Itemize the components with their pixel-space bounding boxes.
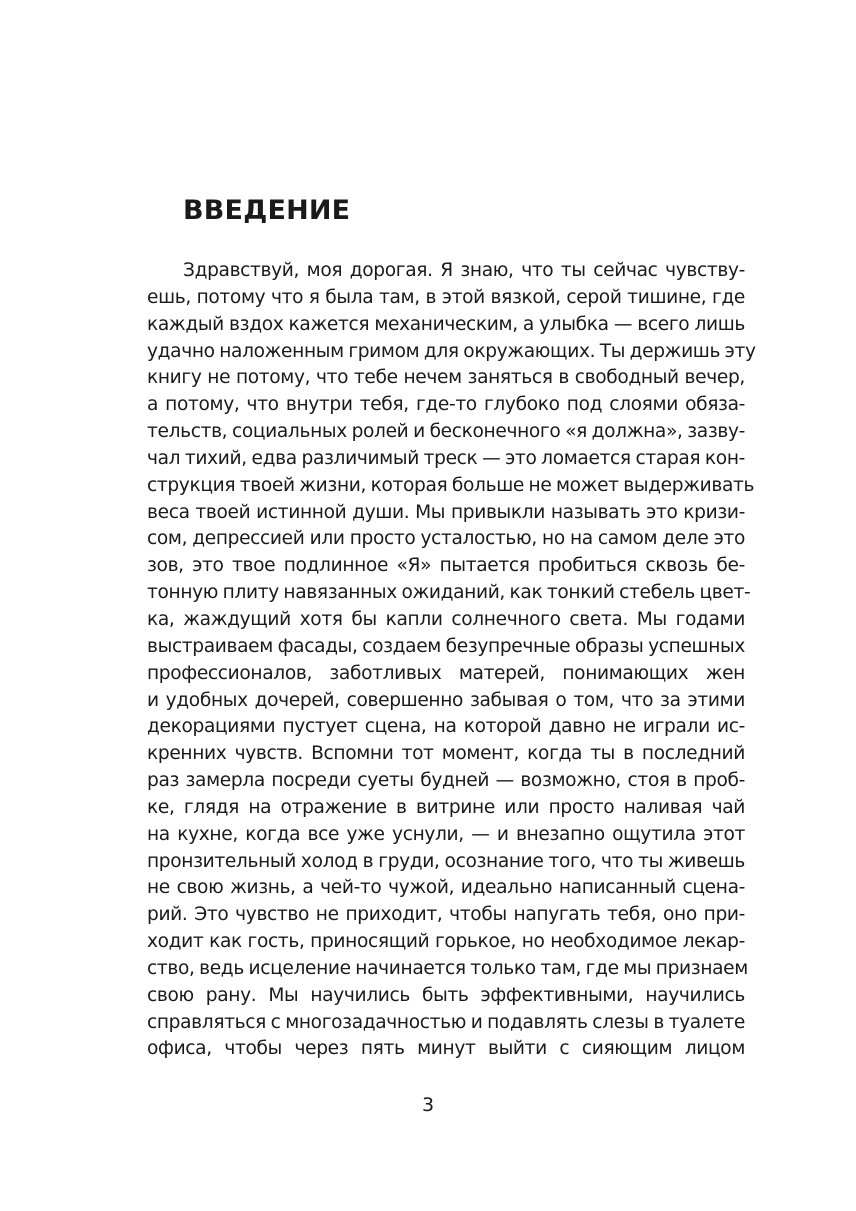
text-line: ство, ведь исцеление начинается только там, где мы признаем [147, 957, 748, 979]
text-line: рий. Это чувство не приходит, чтобы напугать тебя, оно при- [147, 904, 745, 926]
text-line: раз замерла посреди суеты будней — возможно, стоя в проб- [147, 770, 745, 792]
text-line: и удобных дочерей, совершенно забывая о том, что за этими [147, 689, 745, 711]
text-line: каждый вздох кажется механическим, а улыбка — всего лишь [147, 313, 745, 335]
text-line: профессионалов, заботливых матерей, понимающих жен [147, 662, 745, 684]
page-number: 3 [421, 1094, 435, 1116]
text-line: офиса, чтобы через пять минут выйти с сияющим лицом [147, 1038, 745, 1060]
text-line: зов, это твое подлинное «Я» пытается пробиться сквозь бе- [147, 555, 745, 577]
text-line: удачно наложенным гримом для окружающих. Ты держишь эту [147, 340, 756, 362]
text-line: декорациями пустует сцена, на которой давно не играли ис- [147, 716, 745, 738]
text-line: тельств, социальных ролей и бесконечного «я должна», зазву- [147, 421, 745, 443]
text-line: чал тихий, едва различимый треск — это ломается старая кон- [147, 447, 745, 469]
text-line: на кухне, когда все уже уснули, — и внезапно ощутила этот [147, 823, 745, 845]
text-line: веса твоей истинной души. Мы привыкли называть это кризи- [147, 501, 745, 523]
text-line: ке, глядя на отражение в витрине или просто наливая чай [147, 796, 745, 818]
text-line: свою рану. Мы научились быть эффективными, научились [147, 984, 745, 1006]
text-line: сом, депрессией или просто усталостью, но на самом деле это [147, 528, 745, 550]
text-line: струкция твоей жизни, которая больше не может выдерживать [147, 474, 755, 496]
chapter-title: ВВЕДЕНИЕ [183, 195, 351, 226]
text-line: Здравствуй, моя дорогая. Я знаю, что ты сейчас чувству- [183, 260, 745, 281]
text-line: ешь, потому что я была там, в этой вязкой, серой тишине, где [147, 286, 745, 308]
text-line: а потому, что внутри тебя, где-то глубоко под слоями обяза- [147, 394, 745, 416]
text-line: пронзительный холод в груди, осознание того, что ты живешь [147, 850, 745, 872]
text-line: выстраиваем фасады, создаем безупречные образы успешных [147, 635, 745, 657]
text-line: ка, жаждущий хотя бы капли солнечного света. Мы годами [147, 608, 745, 630]
text-line: не свою жизнь, а чей-то чужой, идеально написанный сцена- [147, 877, 745, 899]
text-line: справляться с многозадачностью и подавлять слезы в туалете [147, 1011, 745, 1033]
text-line: книгу не потому, что тебе нечем заняться в свободный вечер, [147, 367, 745, 389]
text-line: кренних чувств. Вспомни тот момент, когда ты в последний [147, 743, 745, 765]
body-paragraph [147, 258, 756, 1063]
text-line: тонную плиту навязанных ожиданий, как тонкий стебель цвет- [147, 582, 751, 604]
text-line: ходит как гость, приносящий горькое, но необходимое лекар- [147, 931, 745, 953]
